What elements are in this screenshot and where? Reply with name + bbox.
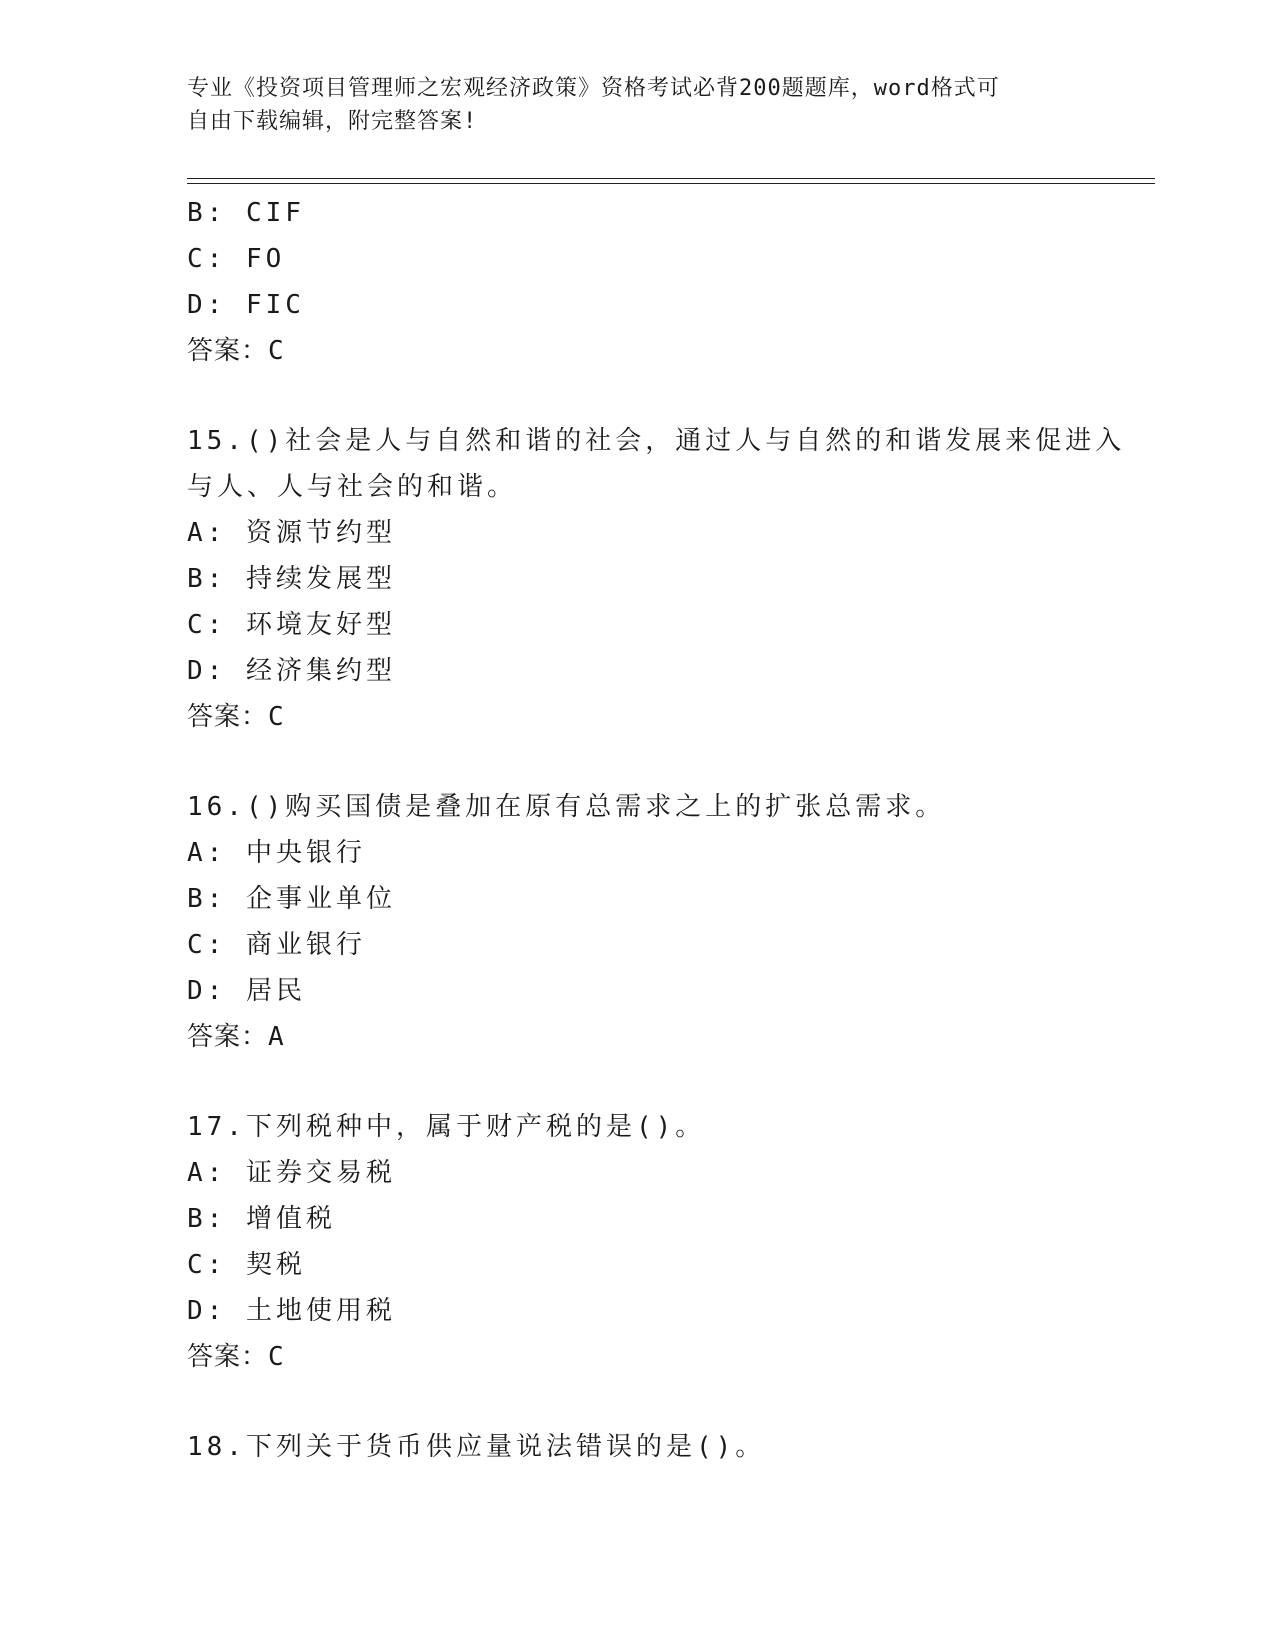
question-stem: 17.下列税种中，属于财产税的是()。 [187,1112,706,1142]
option-a: A: 中央银行 [187,838,366,868]
question-stem: 16.()购买国债是叠加在原有总需求之上的扩张总需求。 [187,792,946,822]
question-stem-continued: 与人、人与社会的和谐。 [187,472,518,502]
option-b: B: 企事业单位 [187,884,396,914]
header-line-2: 自由下载编辑，附完整答案! [187,109,478,134]
option-b: B: 持续发展型 [187,564,396,594]
option-b: B: 增值税 [187,1204,336,1234]
header-line-1: 专业《投资项目管理师之宏观经济政策》资格考试必背200题题库，word格式可 [187,76,1000,101]
document-header [187,72,1067,138]
question-list [187,190,1126,1470]
question-15 [187,418,1126,740]
option-a: A: 证券交易税 [187,1158,396,1188]
question-14-continued [187,190,1087,374]
option-a: A: 资源节约型 [187,518,396,548]
option-b: B: CIF [187,198,305,228]
option-d: D: 土地使用税 [187,1296,396,1326]
question-18 [187,1424,1087,1470]
option-d: D: 居民 [187,976,306,1006]
answer: 答案：C [187,702,285,732]
question-stem: 15.()社会是人与自然和谐的社会，通过人与自然的和谐发展来促进入 [187,426,1126,456]
answer: 答案：C [187,1342,285,1372]
answer: 答案：C [187,336,285,366]
answer: 答案：A [187,1022,285,1052]
option-c: C: 商业银行 [187,930,366,960]
question-16 [187,784,1087,1060]
option-d: D: FIC [187,290,305,320]
header-divider-bottom [187,183,1155,184]
option-c: C: 契税 [187,1250,306,1280]
option-c: C: FO [187,244,286,274]
option-c: C: 环境友好型 [187,610,396,640]
header-divider-top [187,178,1155,179]
option-d: D: 经济集约型 [187,656,396,686]
question-17 [187,1104,1087,1380]
question-stem: 18.下列关于货币供应量说法错误的是()。 [187,1432,766,1462]
